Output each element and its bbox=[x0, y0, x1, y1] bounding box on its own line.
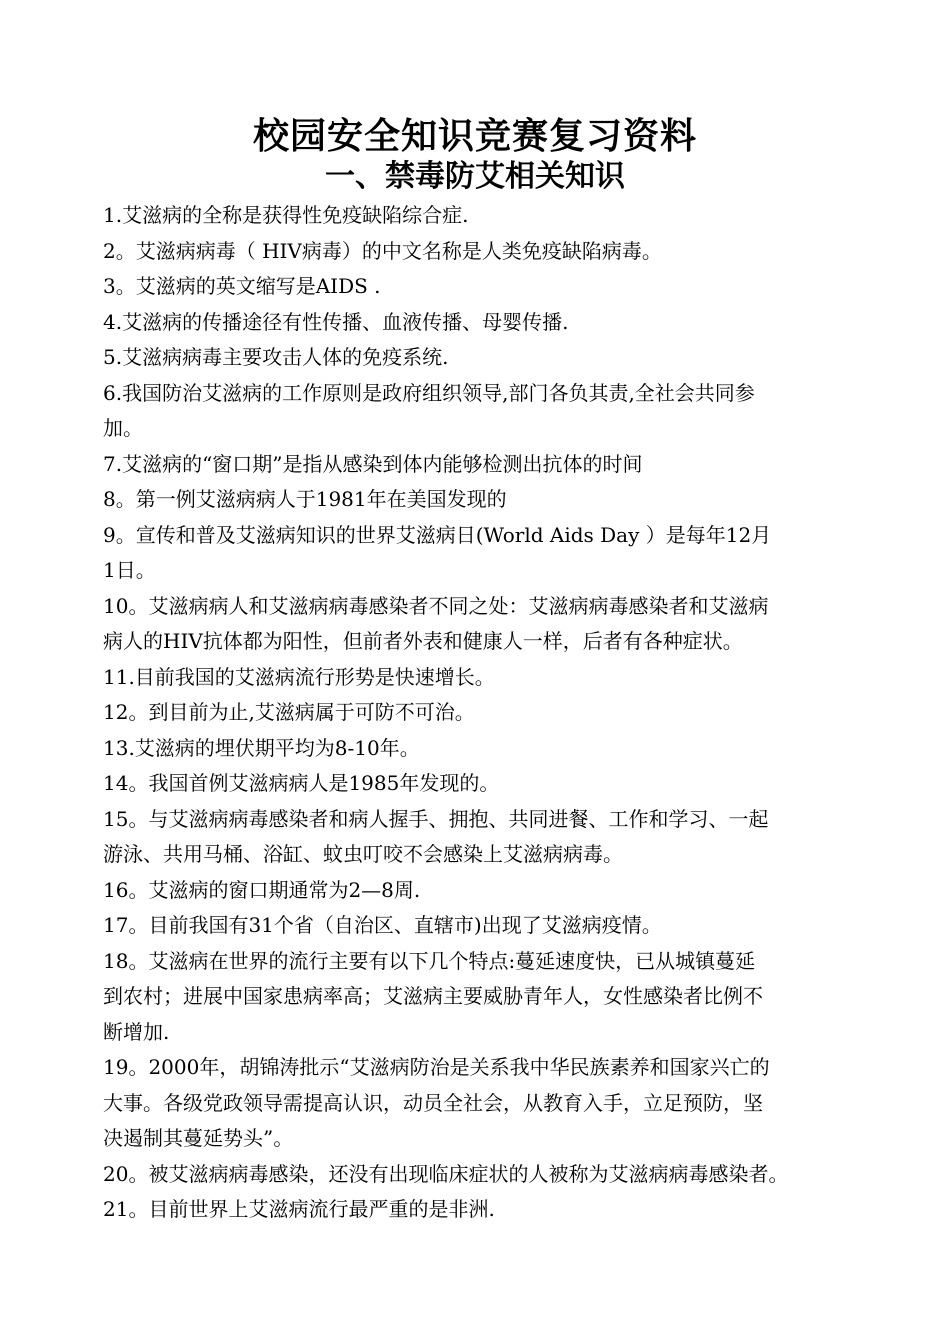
text-line: 3。艾滋病的英文缩写是AIDS . bbox=[103, 274, 381, 298]
text-line: 17。目前我国有31个省（自治区、直辖市)出现了艾滋病疫情。 bbox=[103, 913, 662, 937]
text-line: 18。艾滋病在世界的流行主要有以下几个特点:蔓延速度快，已从城镇蔓延 bbox=[103, 948, 756, 973]
text-line: 8。第一例艾滋病病人于1981年在美国发现的 bbox=[103, 487, 507, 511]
text-line: 19。2000年，胡锦涛批示“艾滋病防治是关系我中华民族素养和国家兴亡的 bbox=[103, 1055, 770, 1079]
text-line: 11.目前我国的艾滋病流行形势是快速增长。 bbox=[103, 664, 495, 689]
text-line: 9。宣传和普及艾滋病知识的世界艾滋病日(World Aids Day ）是每年12月 bbox=[103, 522, 772, 547]
text-line: 7.艾滋病的“窗口期”是指从感染到体内能够检测出抗体的时间 bbox=[103, 451, 643, 476]
text-line: 21。目前世界上艾滋病流行最严重的是非洲. bbox=[103, 1197, 495, 1221]
text-line: 到农村；进展中国家患病率高；艾滋病主要威胁青年人，女性感染者比例不 bbox=[103, 984, 763, 1008]
text-line: 1日。 bbox=[103, 558, 156, 582]
text-line: 16。艾滋病的窗口期通常为2—8周. bbox=[103, 877, 421, 902]
text-line: 2。艾滋病病毒（ HIV病毒）的中文名称是人类免疫缺陷病毒。 bbox=[103, 238, 662, 263]
text-line: 14。我国首例艾滋病病人是1985年发现的。 bbox=[103, 771, 500, 795]
text-line: 15。与艾滋病病毒感染者和病人握手、拥抱、共同进餐、工作和学习、一起 bbox=[103, 806, 769, 831]
text-line: 6.我国防治艾滋病的工作原则是政府组织领导,部门各负其责,全社会共同参 bbox=[103, 380, 755, 405]
text-line: 20。被艾滋病病毒感染，还没有出现临床症状的人被称为艾滋病病毒感染者。 bbox=[103, 1161, 789, 1186]
text-line: 4.艾滋病的传播途径有性传播、血液传播、母婴传播. bbox=[103, 309, 569, 334]
text-line: 10。艾滋病病人和艾滋病病毒感染者不同之处：艾滋病病毒感染者和艾滋病 bbox=[103, 593, 769, 618]
text-line: 游泳、共用马桶、浴缸、蚊虫叮咬不会感染上艾滋病病毒。 bbox=[103, 842, 623, 866]
text-line: 决遏制其蔓延势头”。 bbox=[103, 1126, 294, 1150]
text-line: 加。 bbox=[103, 416, 143, 440]
text-line: 1.艾滋病的全称是获得性免疫缺陷综合症. bbox=[103, 203, 469, 227]
section-title: 一、禁毒防艾相关知识 bbox=[325, 159, 625, 194]
text-line: 13.艾滋病的埋伏期平均为8-10年。 bbox=[103, 735, 420, 760]
text-line: 断增加. bbox=[103, 1019, 170, 1044]
text-line: 病人的HIV抗体都为阳性，但前者外表和健康人一样，后者有各种症状。 bbox=[103, 629, 743, 653]
text-line: 大事。各级党政领导需提高认识，动员全社会，从教育入手，立足预防，坚 bbox=[103, 1090, 763, 1115]
document-body bbox=[103, 198, 873, 1228]
text-line: 5.艾滋病病毒主要攻击人体的免疫系统. bbox=[103, 345, 449, 369]
text-line: 12。到目前为止,艾滋病属于可防不可治。 bbox=[103, 700, 475, 724]
page-title: 校园安全知识竞赛复习资料 bbox=[252, 115, 697, 157]
